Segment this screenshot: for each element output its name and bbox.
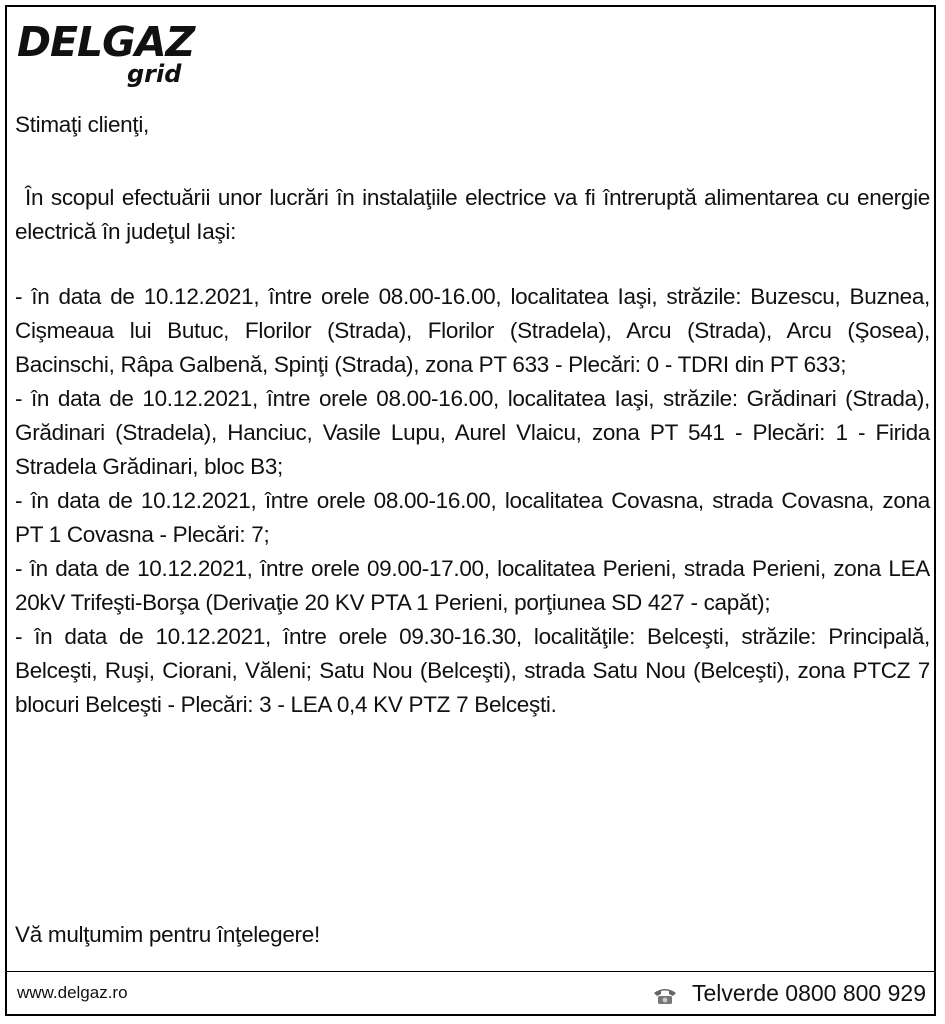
greeting: Stimaţi clienţi,: [15, 112, 149, 137]
outage-item-2: - în data de 10.12.2021, între orele 08.00-16.00, localitatea Iaşi, străzile: Grădinari (Strada), Grădinari (Stradela), Hanciuc, Vasile Lupu, Aurel Vlaicu, zona PT 541 - Plecări: 1 - Firida Stradela Grădinari, bloc B3;: [15, 386, 930, 479]
logo-wordmark: DELGAZ: [17, 18, 195, 66]
outage-item-4: - în data de 10.12.2021, între orele 09.00-17.00, localitatea Perieni, strada Perieni, zona LEA 20kV Trifeşti-Borşa (Derivaţie 20 KV PTA 1 Perieni, porţiunea SD 427 - capăt);: [15, 556, 930, 615]
hotline: [652, 980, 926, 1007]
footer-divider: [6, 971, 935, 972]
delgaz-logo: [17, 14, 207, 94]
outage-item-3: - în data de 10.12.2021, între orele 08.00-16.00, localitatea Covasna, strada Covasna, zona PT 1 Covasna - Plecări: 7;: [15, 488, 930, 547]
hotline-number: Telverde 0800 800 929: [691, 980, 926, 1006]
notice-body: [15, 108, 930, 722]
outage-item-5: - în data de 10.12.2021, între orele 09.30-16.30, localităţile: Belceşti, străzile: Principală, Belceşti, Ruşi, Ciorani, Văleni; Satu Nou (Belceşti), strada Satu Nou (Belceşti), zona PTCZ 7 blocuri Belceşti - Plecări: 3 - LEA 0,4 KV PTZ 7 Belceşti.: [15, 624, 930, 717]
outage-item-1: - în data de 10.12.2021, între orele 08.00-16.00, localitatea Iaşi, străzile: Buzescu, Buznea, Cişmeaua lui Butuc, Florilor (Strada), Florilor (Stradela), Arcu (Strada), Arcu (Şosea), Bacinschi, Râpa Galbenă, Spinţi (Strada), zona PT 633 - Plecări: 0 - TDRI din PT 633;: [15, 284, 930, 377]
website-link[interactable]: www.delgaz.ro: [17, 983, 128, 1002]
logo-subtitle: grid: [127, 60, 182, 88]
intro-paragraph: În scopul efectuării unor lucrări în instalaţiile electrice va fi întreruptă alimentarea cu energie electrică în judeţul Iaşi:: [15, 185, 930, 244]
closing-text: Vă mulţumim pentru înţelegere!: [15, 922, 320, 947]
telephone-icon: [652, 984, 678, 1004]
